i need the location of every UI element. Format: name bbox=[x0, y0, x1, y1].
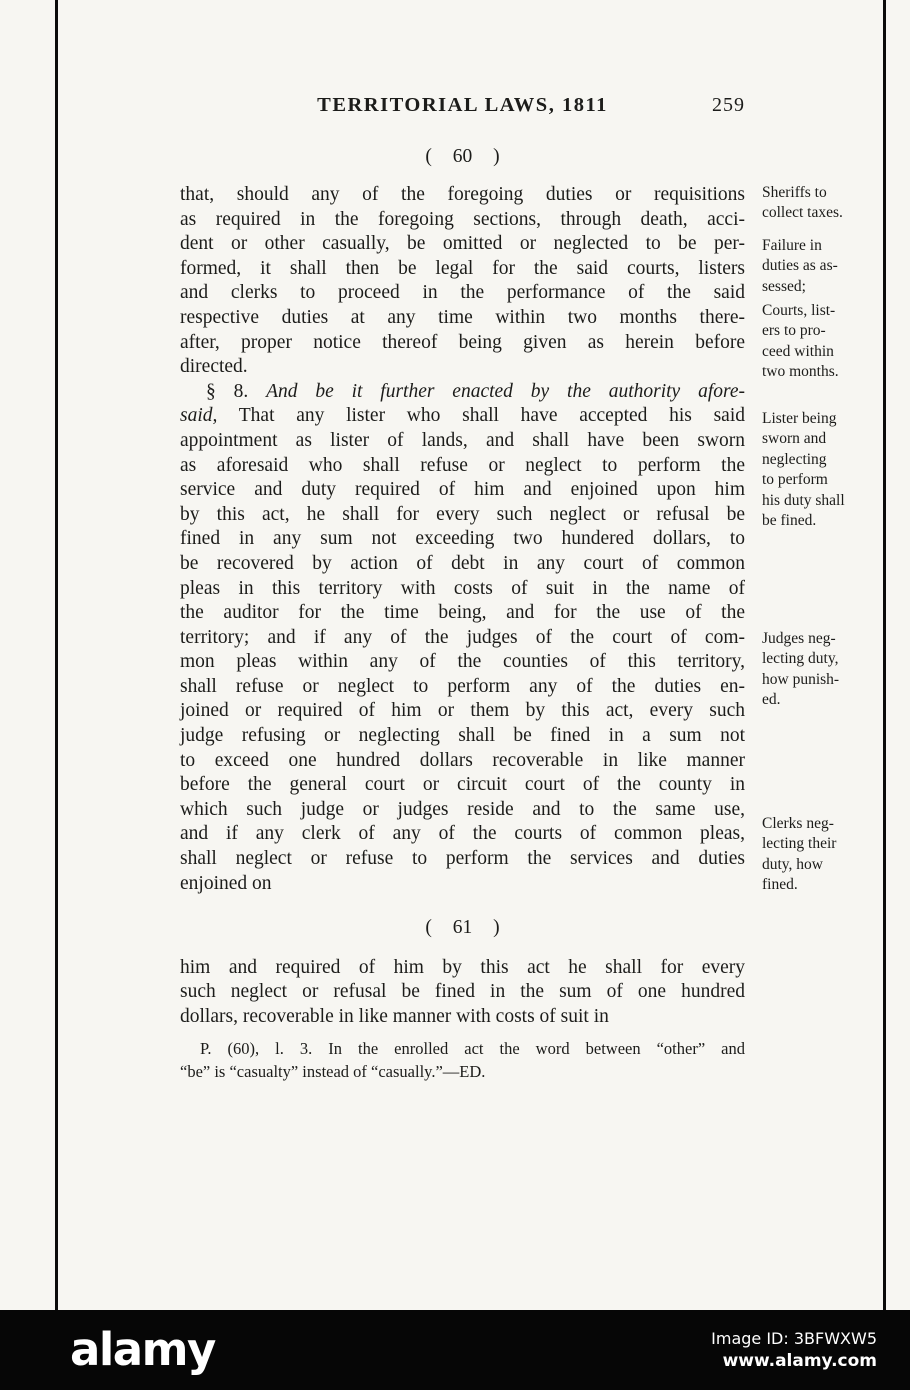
text-line: “be” is “casualty” instead of “casually.”—ED. bbox=[180, 1061, 486, 1081]
text-line: to exceed one hundred dollars recoverable in like manner bbox=[180, 749, 745, 771]
text-line: as aforesaid who shall refuse or neglect to perform the bbox=[180, 454, 745, 476]
text-line: that, should any of the foregoing duties or requisitions bbox=[180, 184, 745, 205]
text-line: P. (60), l. 3. In the enrolled act the word between “other” and bbox=[200, 1038, 745, 1058]
margin-note-courts-listers-proceed bbox=[762, 301, 884, 383]
text-line: dent or other casually, be omitted or neglected to be per- bbox=[180, 233, 745, 255]
text-line: by this act, he shall for every such neglect or refusal be bbox=[180, 503, 745, 525]
running-head bbox=[180, 94, 745, 117]
section-8-body-lines bbox=[180, 429, 745, 896]
text-line: duty, how bbox=[762, 855, 823, 873]
section-marker-60: ( 60 ) bbox=[425, 146, 500, 167]
alamy-watermark-bar bbox=[0, 1310, 910, 1390]
margin-note-sheriffs-collect-taxes bbox=[762, 183, 884, 224]
text-line: Sheriffs to bbox=[762, 184, 827, 201]
margin-note-failure-in-duties bbox=[762, 236, 884, 297]
main-text-column bbox=[180, 183, 745, 1083]
text-line: lecting duty, bbox=[762, 650, 839, 668]
text-line: collect taxes. bbox=[762, 204, 843, 222]
text-line: and if any clerk of any of the courts of common pleas, bbox=[180, 823, 745, 845]
text-line: be recovered by action of debt in any court of common bbox=[180, 552, 745, 574]
text-line: judge refusing or neglecting shall be fined in a sum not bbox=[180, 725, 745, 747]
image-id-label: Image ID: 3BFWXW5 bbox=[711, 1329, 877, 1348]
text-line: sessed; bbox=[762, 277, 806, 295]
text-line: ceed within bbox=[762, 342, 834, 360]
text-line: and clerks to proceed in the performance of the said bbox=[180, 282, 745, 304]
text-line: fined. bbox=[762, 876, 798, 894]
text-line: his duty shall bbox=[762, 491, 845, 509]
text-line: be fined. bbox=[762, 512, 817, 530]
enacting-clause-italic: And be it further enacted by the authority afore- bbox=[266, 380, 745, 402]
text-line: Lister being bbox=[762, 410, 837, 427]
text-line: duties as as- bbox=[762, 257, 838, 275]
text-line: enjoined on bbox=[180, 872, 272, 894]
text-line: such neglect or refusal be fined in the sum of one hundred bbox=[180, 981, 745, 1003]
text-line: dollars, recoverable in like manner with costs of suit in bbox=[180, 1006, 609, 1027]
alamy-meta bbox=[711, 1328, 877, 1372]
text-line: sworn and bbox=[762, 430, 827, 448]
text-line: Clerks neg- bbox=[762, 815, 834, 832]
text-line: Failure in bbox=[762, 237, 822, 254]
text-line: pleas in this territory with costs of suit in the name of bbox=[180, 577, 745, 599]
text-line: formed, it shall then be legal for the said courts, listers bbox=[180, 257, 745, 279]
enacting-clause-italic-continued: said, bbox=[180, 405, 218, 427]
text-line: him and required of him by this act he shall for every bbox=[180, 956, 745, 978]
text-line: fined in any sum not exceeding two hundered dollars, to bbox=[180, 528, 745, 550]
paragraph-section-8-continued bbox=[180, 956, 745, 1030]
text-line: service and duty required of him and enjoined upon him bbox=[180, 479, 745, 501]
text-line: ers to pro- bbox=[762, 322, 826, 340]
text-line: as required in the foregoing sections, through death, acci- bbox=[180, 208, 745, 230]
text-line: Judges neg- bbox=[762, 630, 836, 647]
margin-note-judges-punished bbox=[762, 629, 884, 711]
text-line: to perform bbox=[762, 471, 828, 489]
scan-edge-left bbox=[55, 0, 58, 1310]
section-symbol: § 8. bbox=[206, 380, 267, 402]
text-line: shall refuse or neglect to perform any of the duties en- bbox=[180, 675, 745, 697]
margin-note-lister-fined bbox=[762, 409, 884, 531]
text-line: how punish- bbox=[762, 670, 840, 688]
text-line: shall neglect or refuse to perform the services and duties bbox=[180, 848, 745, 870]
text-line: Courts, list- bbox=[762, 302, 836, 319]
text-line: territory; and if any of the judges of the court of com- bbox=[180, 626, 745, 648]
text-line: appointment as lister of lands, and shall have been sworn bbox=[180, 429, 745, 451]
text-segment: That any lister who shall have accepted his said bbox=[217, 405, 745, 427]
editor-footnote bbox=[180, 1037, 745, 1083]
text-line: mon pleas within any of the counties of this territory, bbox=[180, 651, 745, 673]
text-line: directed. bbox=[180, 356, 248, 378]
text-line: the auditor for the time being, and for the use of the bbox=[180, 602, 745, 624]
text-line: neglecting bbox=[762, 450, 827, 468]
text-line: respective duties at any time within two months there- bbox=[180, 306, 745, 328]
text-line: two months. bbox=[762, 363, 839, 381]
paragraph-continuation bbox=[180, 183, 745, 380]
text-line: after, proper notice thereof being given as herein before bbox=[180, 331, 745, 353]
text-line: before the general court or circuit court of the county in bbox=[180, 774, 745, 796]
running-head-title: TERRITORIAL LAWS, 1811 bbox=[317, 94, 608, 116]
alamy-url: www.alamy.com bbox=[722, 1351, 877, 1371]
text-line: joined or required of him or them by this act, every such bbox=[180, 700, 745, 722]
paragraph-section-8 bbox=[180, 380, 745, 896]
alamy-logo: alamy bbox=[70, 1323, 215, 1376]
section-marker-61: ( 61 ) bbox=[425, 917, 500, 939]
text-line bbox=[180, 404, 745, 429]
page-number: 259 bbox=[712, 94, 745, 116]
text-line: lecting their bbox=[762, 835, 837, 853]
text-line: which such judge or judges reside and to the same use, bbox=[180, 798, 745, 820]
margin-note-clerks-fined bbox=[762, 814, 884, 896]
text-line: ed. bbox=[762, 691, 781, 709]
text-line bbox=[180, 380, 745, 405]
